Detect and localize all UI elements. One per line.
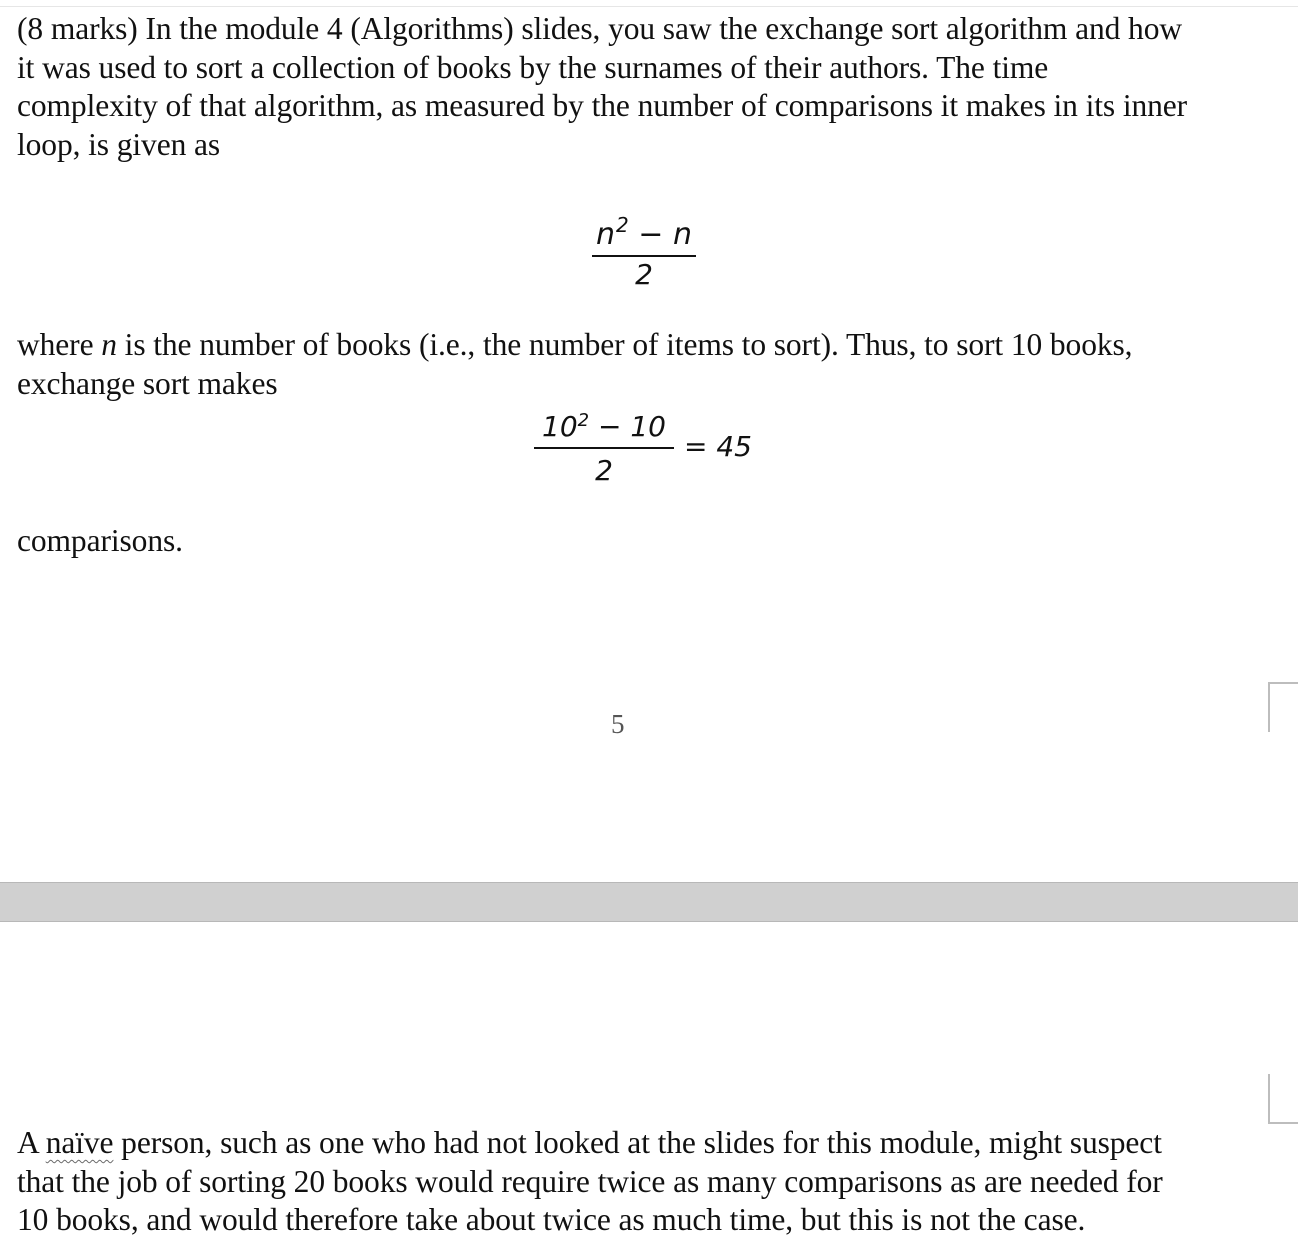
numerator-base: n: [596, 217, 616, 252]
intro-line-4: loop, is given as: [17, 126, 221, 162]
intro-line-1: (8 marks) In the module 4 (Algorithms) slides, you saw the exchange sort algorithm and how: [17, 11, 1183, 46]
example-numerator-exponent: 2: [577, 410, 590, 431]
general-complexity-formula: [592, 204, 696, 294]
comparisons-line: comparisons.: [17, 523, 183, 558]
spellcheck-flagged-word[interactable]: naïve: [45, 1125, 114, 1160]
example-numerator-base: 10: [542, 410, 578, 443]
example-numerator-rest: − 10: [589, 410, 666, 443]
margin-corner-mark: [1268, 1074, 1298, 1124]
page-break-separator: [0, 882, 1298, 922]
naive-line-3: 10 books, and would therefore take about twice as much time, but this is not the case.: [17, 1202, 1086, 1237]
example-fraction-bar: [534, 447, 674, 449]
where-line-2: exchange sort makes: [17, 365, 278, 401]
where-line-1: [17, 326, 1132, 365]
where-paragraph: [17, 326, 1132, 403]
intro-line-2: it was used to sort a collection of books by the surnames of their authors. The time: [17, 49, 1049, 85]
where-text-end: is the number of books (i.e., the number of items to sort). Thus, to sort 10 books,: [116, 327, 1133, 362]
document-page-6: [0, 922, 1298, 1244]
page-top-edge: [0, 6, 1298, 7]
page-number: 5: [611, 709, 625, 739]
numerator-rest: − n: [628, 217, 692, 252]
formula-numerator: [592, 208, 696, 252]
variable-n: n: [101, 327, 117, 362]
fraction-bar: [592, 255, 696, 257]
formula-denominator: 2: [635, 258, 653, 291]
question-intro-paragraph: [17, 10, 1187, 164]
naive-line-2: that the job of sorting 20 books would require twice as many comparisons as are needed for: [17, 1163, 1163, 1199]
naive-person-paragraph: [17, 1124, 1163, 1240]
naive-line-1-end: person, such as one who had not looked at the slides for this module, might suspect: [113, 1125, 1162, 1160]
naive-line-1-start: A: [17, 1125, 46, 1160]
example-result: = 45: [684, 430, 752, 463]
example-denominator: 2: [595, 454, 613, 487]
example-calculation-formula: [534, 403, 760, 493]
where-text-start: where: [17, 327, 102, 362]
numerator-exponent: 2: [616, 213, 629, 237]
naive-line-1: [17, 1124, 1163, 1163]
comparisons-paragraph: [17, 522, 183, 561]
example-numerator: [534, 404, 674, 444]
margin-corner-mark: [1268, 682, 1298, 732]
intro-line-3: complexity of that algorithm, as measured by the number of comparisons it makes in its inner: [17, 88, 1188, 123]
